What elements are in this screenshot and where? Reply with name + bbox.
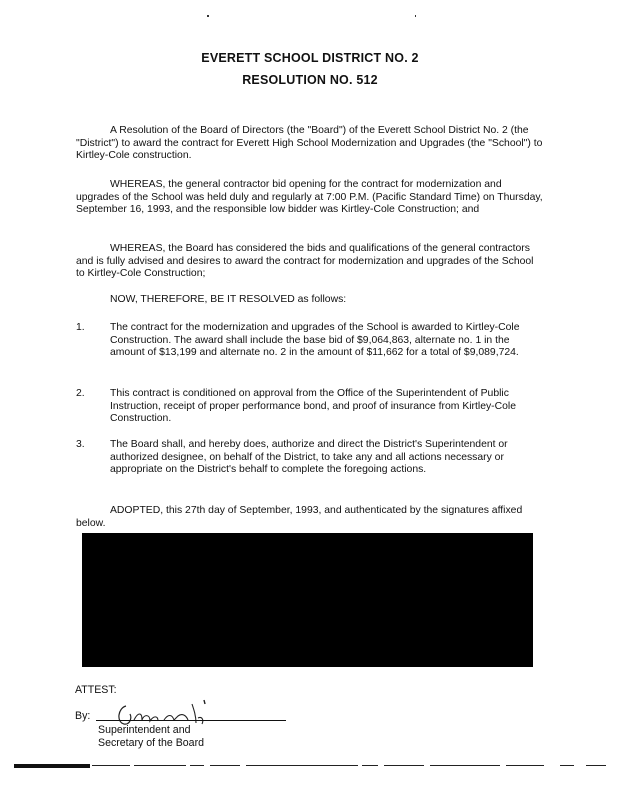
attest-label: ATTEST: [75,684,117,696]
signature-line [96,720,286,721]
resolved-line: NOW, THEREFORE, BE IT RESOLVED as follows: [110,294,347,305]
scan-artifact-bar [14,764,90,768]
resolution-heading: RESOLUTION NO. 512 [242,73,378,87]
item-number: 1. [76,322,85,333]
scan-artifact-line [560,765,574,766]
item-text: The contract for the modernization and upgrades of the School is awarded to Kirtley-Cole Construction. The award shall include the base bid of $9,064,863, alternate no. 1 in the amount of $13,199 and alternate no. 2 in the amount of $11,662 for a total of $9,089,724. [110,322,520,359]
item-number: 2. [76,388,85,399]
item-number: 3. [76,439,85,450]
scan-speck [207,15,209,17]
scan-artifact-line [92,765,130,766]
scan-artifact-line [210,765,240,766]
scan-artifact-line [134,765,186,766]
signer-title-line-2: Secretary of the Board [98,737,204,749]
whereas-paragraph-1: WHEREAS, the general contractor bid opening for the contract for modernization and upgrades of the School was held duly and regularly at 7:00 P.M. (Pacific Standard Time) on Thursday, September 16, 1993, and the responsible low bidder was Kirtley-Cole Construction; and [76,179,543,216]
scan-artifact-line [506,765,544,766]
whereas-paragraph-2: WHEREAS, the Board has considered the bids and qualifications of the general contractors and is fully advised and desires to award the contract for modernization and upgrades of the School to Kirtley-Cole Construction; [76,243,534,280]
redacted-signature-block [82,533,533,667]
by-label: By: [75,710,91,722]
scan-artifact-line [362,765,378,766]
scan-artifact-line [586,765,606,766]
scan-artifact-line [190,765,204,766]
adopted-paragraph: ADOPTED, this 27th day of September, 1993, and authenticated by the signatures affixed below. [76,505,523,529]
scan-artifact-line [246,765,358,766]
scan-speck [415,15,416,17]
scan-artifact-line [430,765,500,766]
intro-paragraph: A Resolution of the Board of Directors (the "Board") of the Everett School District No. 2 (the "District") to award the contract for Everett High School Modernization and Upgrades (the "School") to Kirtley-Cole construction. [76,125,543,162]
signer-title [98,724,204,750]
item-text: This contract is conditioned on approval from the Office of the Superintendent of Public Instruction, receipt of proper performance bond, and proof of insurance from Kirtley-Cole Construction. [110,388,517,425]
item-text: The Board shall, and hereby does, authorize and direct the District's Superintendent or authorized designee, on behalf of the District, to take any and all actions necessary or appropriate on the District's behalf to complete the foregoing actions. [110,439,508,476]
district-heading: EVERETT SCHOOL DISTRICT NO. 2 [201,51,419,65]
signer-title-line-1: Superintendent and [98,724,191,736]
scan-artifact-line [384,765,424,766]
